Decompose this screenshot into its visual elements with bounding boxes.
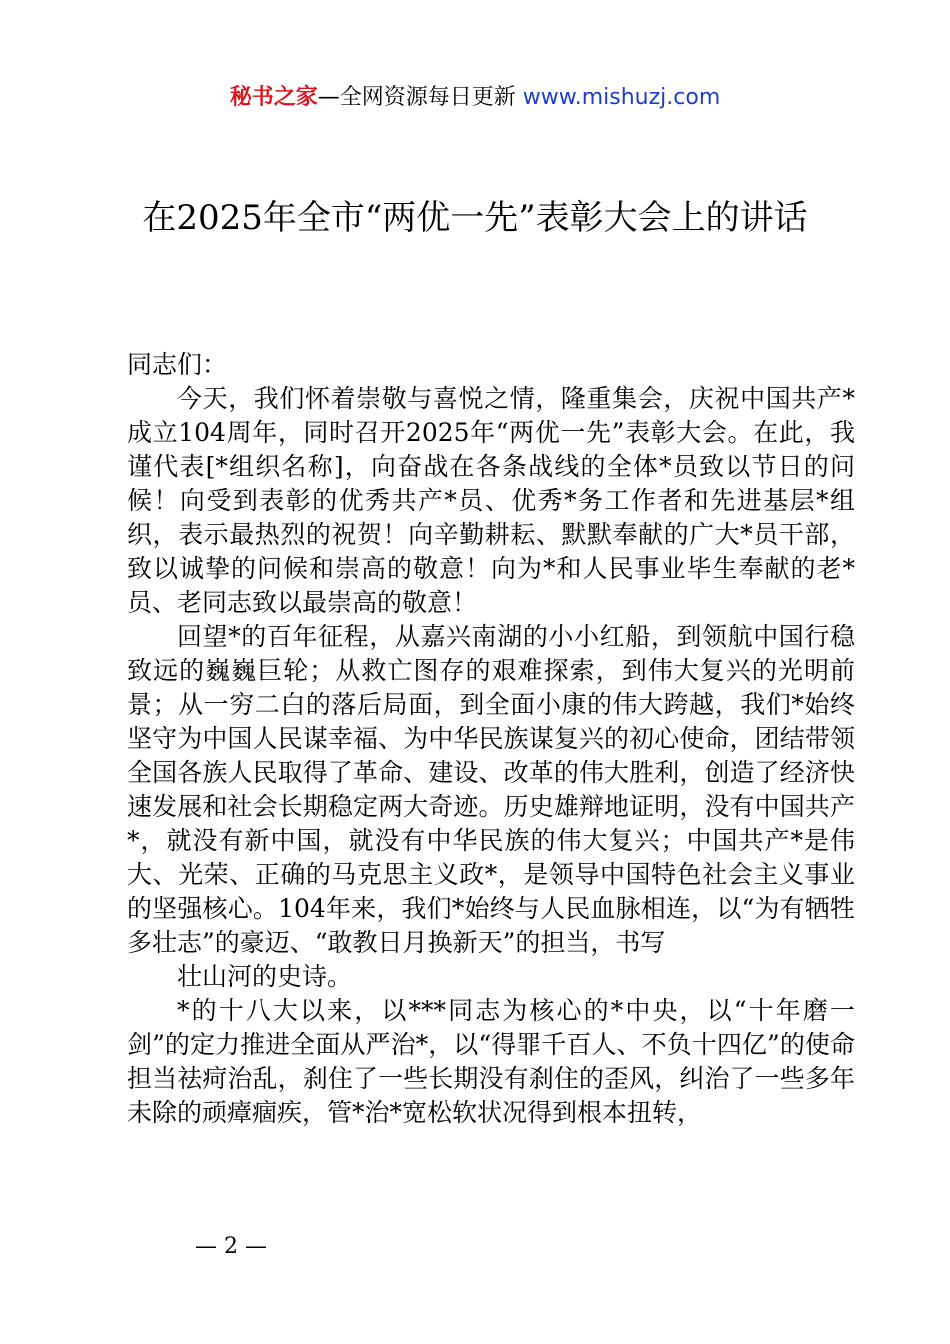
site-url-link[interactable]: www.mishuzj.com xyxy=(522,85,721,110)
document-body xyxy=(127,348,855,1130)
paragraph: 回望*的百年征程，从嘉兴南湖的小小红船，到领航中国行稳致远的巍巍巨轮；从救亡图存的艰难探索，到伟大复兴的光明前景；从一穷二白的落后局面，到全面小康的伟大跨越，我们*始终坚守为中国人民谋幸福、为中华民族谋复兴的初心使命，团结带领全国各族人民取得了革命、建设、改革的伟大胜利，创造了经济快速发展和社会长期稳定两大奇迹。历史雄辩地证明，没有中国共产*，就没有新中国，就没有中华民族的伟大复兴；中国共产*是伟大、光荣、正确的马克思主义政*，是领导中国特色社会主义事业的坚强核心。104年来，我们*始终与人民血脉相连，以“为有牺牲多壮志”的豪迈、“敢教日月换新天”的担当，书写 xyxy=(127,622,855,957)
paragraph: *的十八大以来，以***同志为核心的*中央，以“十年磨一剑”的定力推进全面从严治*，以“得罪千百人、不负十四亿”的使命担当祛疴治乱，刹住了一些长期没有刹住的歪风，纠治了一些多年未除的顽瘴痼疾，管*治*宽松软状况得到根本扭转， xyxy=(127,996,855,1127)
site-brand: 秘书之家 xyxy=(229,85,318,110)
paragraph: 今天，我们怀着崇敬与喜悦之情，隆重集会，庆祝中国共产*成立104周年，同时召开2025年“两优一先”表彰大会。在此，我谨代表[*组织名称]，向奋战在各条战线的全体*员致以节日的问候！向受到表彰的优秀共产*员、优秀*务工作者和先进基层*组织，表示最热烈的祝贺！向辛勤耕耘、默默奉献的广大*员干部，致以诚挚的问候和崇高的敬意！向为*和人民事业毕生奉献的老*员、老同志致以最崇高的敬意！ xyxy=(127,384,855,617)
header-separator: — xyxy=(317,85,340,110)
site-header xyxy=(0,80,950,111)
paragraph: 壮山河的史诗。 xyxy=(177,962,353,991)
page-number: — 2 — xyxy=(195,1234,267,1259)
document-title: 在2025年全市“两优一先”表彰大会上的讲话 xyxy=(142,198,808,238)
salutation: 同志们： xyxy=(127,350,228,379)
site-tagline: 全网资源每日更新 xyxy=(339,85,516,110)
